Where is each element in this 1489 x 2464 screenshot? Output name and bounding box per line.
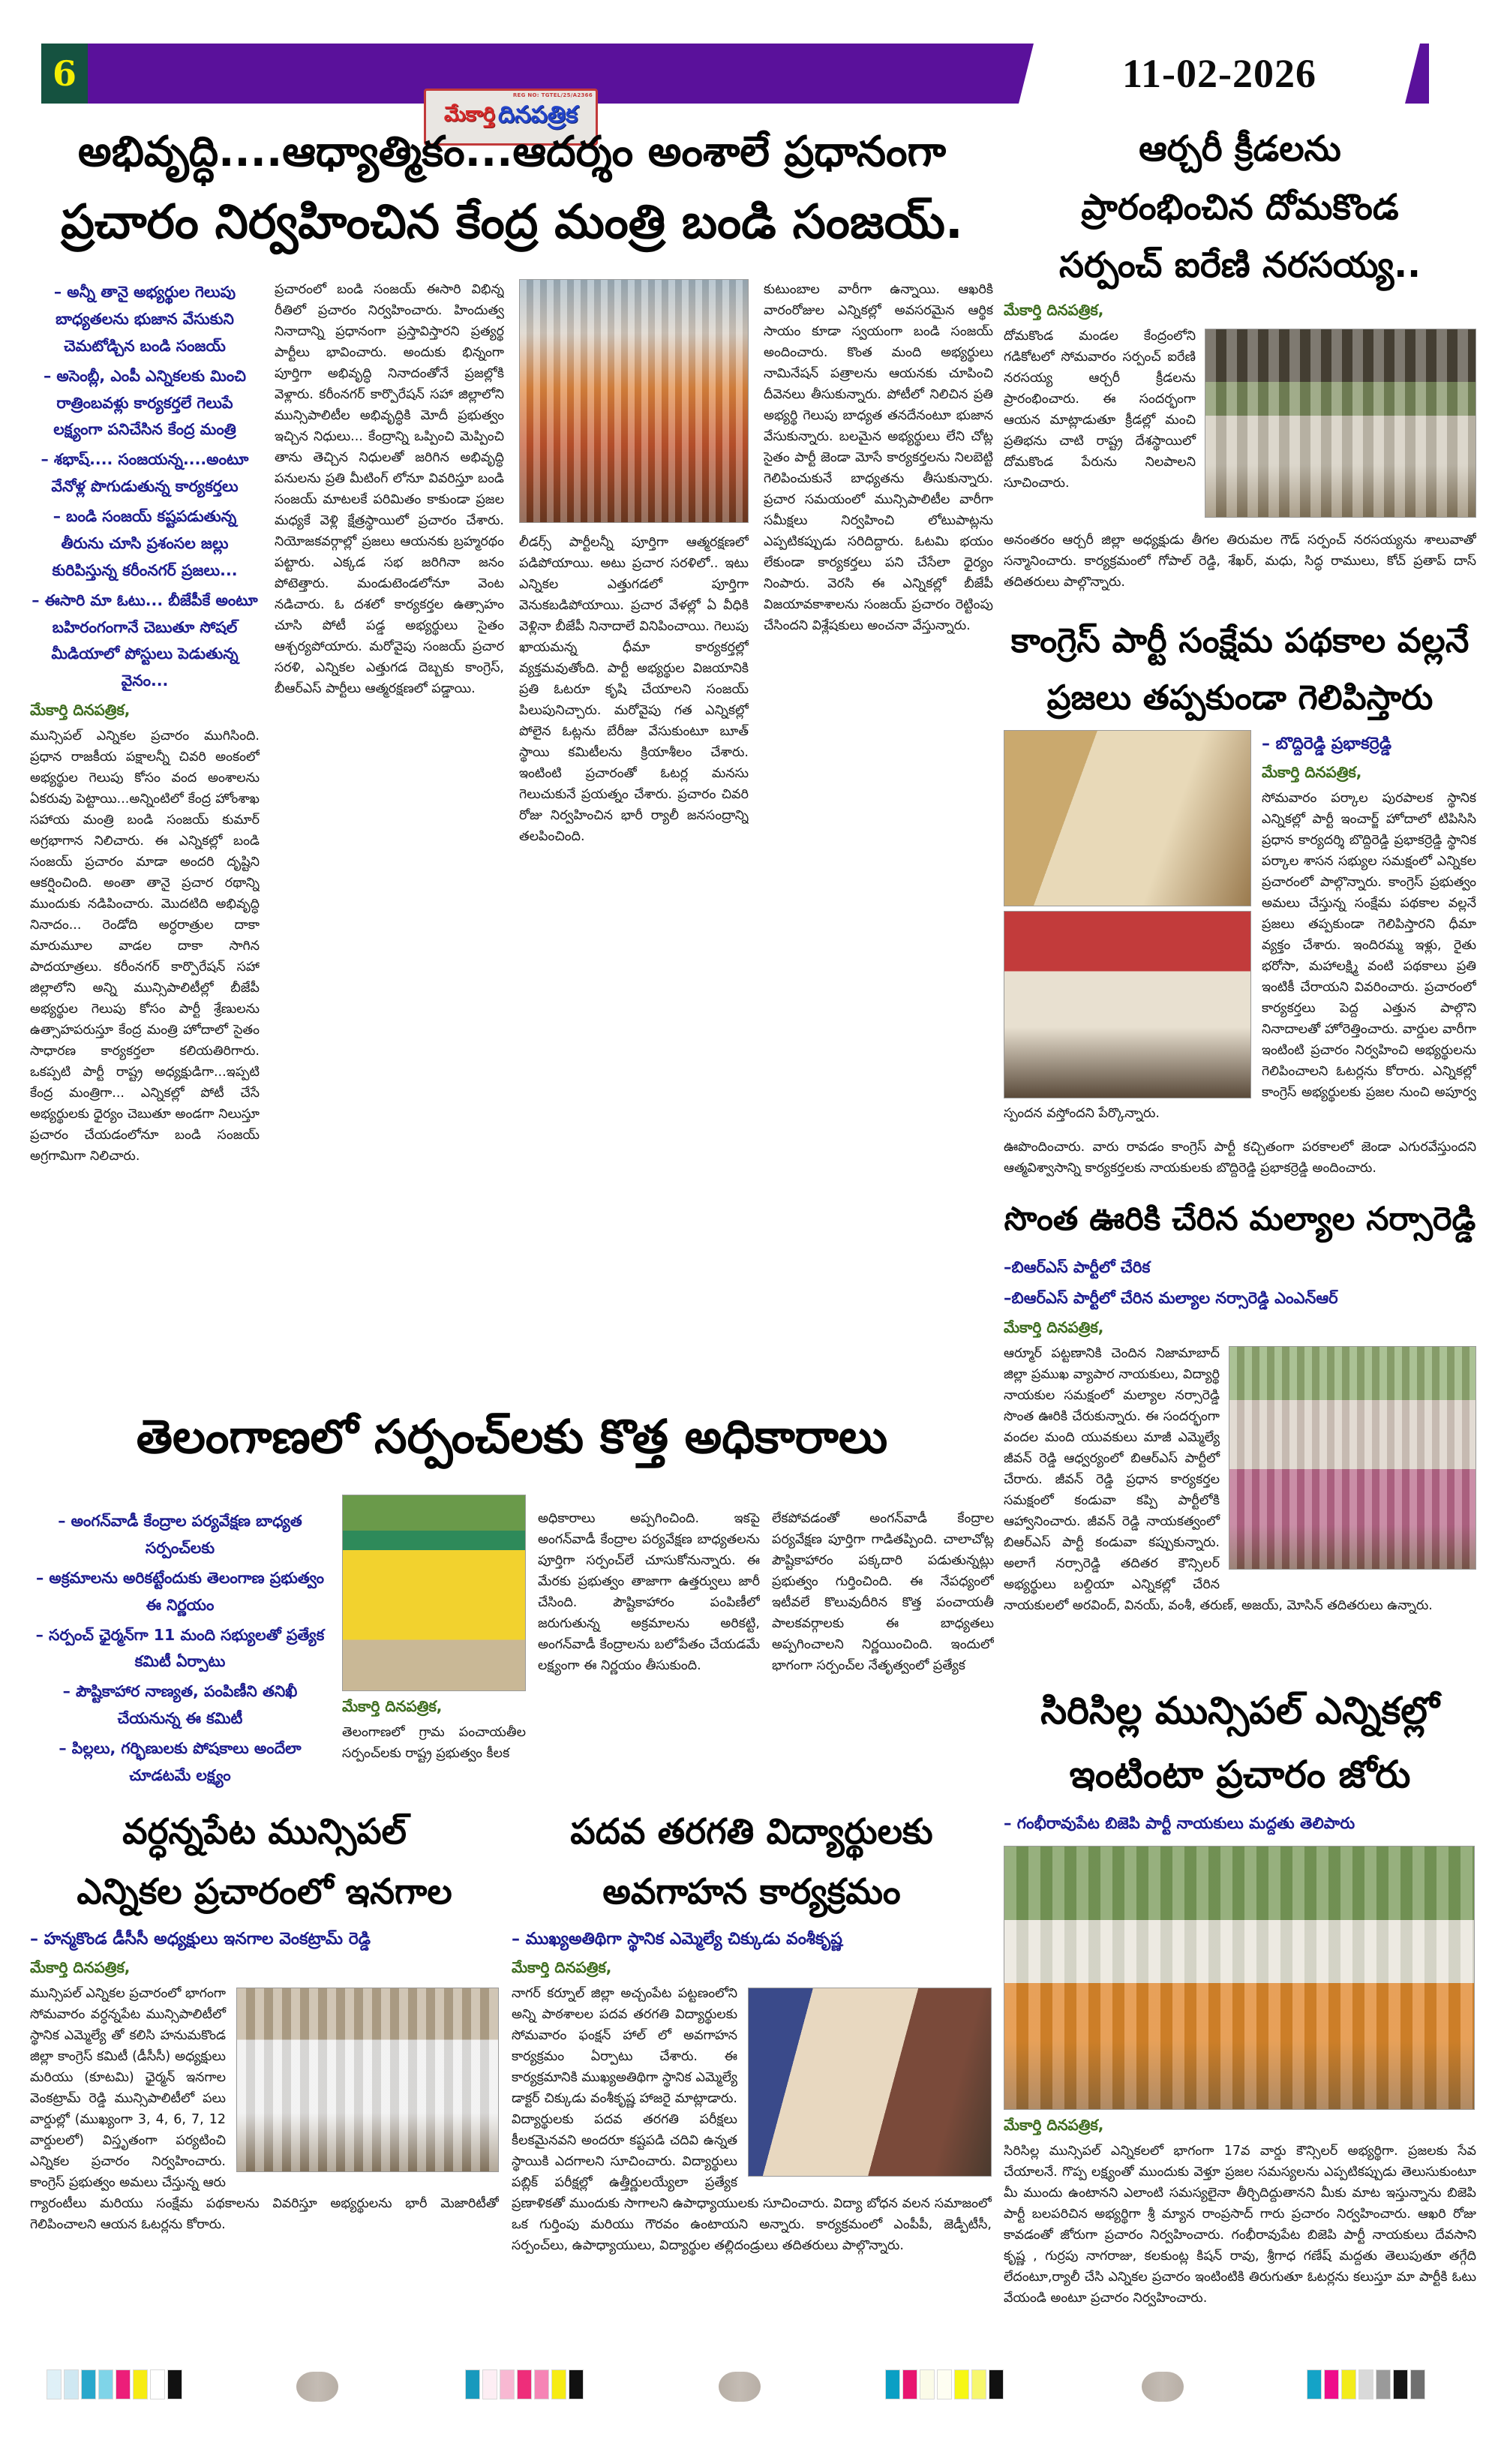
color-swatch [1307,2369,1322,2399]
color-swatch [551,2369,566,2399]
color-swatch [534,2369,549,2399]
sarpanch-photo-column [342,1495,526,1793]
photo-congress-handshake [1004,730,1251,906]
bullet-item: –బిఆర్ఎస్ పార్టీలో చేరిన మల్యాల నర్సారెడ్డి ఎంఎన్ఆర్ [1004,1288,1338,1307]
date-banner [1019,44,1420,104]
main-article-bullet-list [30,279,260,695]
sirisilla-body: సిరిసిల్ల మున్సిపల్ ఎన్నికలలో భాగంగా 17వ వార్డు కౌన్సిలర్ అభ్యర్థిగా. ప్రజలకు సేవ చేయాలనే. గొప్ప లక్ష్యంతో ముందుకు వెళ్తూ ప్రజల సమస్యలను ఎప్పటికప్పుడు తెలుసుకుంటూ మీ ముందు ఉంటానని ఎలాంటి సమస్యలైనా తీర్చిదిద్దుతానని మీకు మాట ఇస్తున్నాను బిజెపి పార్టీ బలపరిచిన అభ్యర్థిగా శ్రీ మ్యాన రాంప్రసాద్ గారు ప్రచారం నిర్వహించారు. ఆఖరి రోజు కావడంతో జోరుగా ప్రచారం నిర్వహించారు. గంభీరావుపేట బిజెపి పార్టీ నాయకులు దేవసాని కృష్ణ , గుర్రపు నాగరాజు, కలకుంట్ల కిషన్ రావు, శ్రీగాధ గణేష్ మద్దతు తెలుపుతూ తగ్గేది లేదంటూ,ర్యాలీ చేసి ఎన్నికల ప్రచారం ఇంటింటికి తిరుగుతూ ఓటర్లను కలుస్తూ మా పార్టీకి ఓటు వేయండి అంటూ ప్రచారం నిర్వహించారు. [1004,2143,1476,2306]
photo-congress-stage [1004,911,1251,1098]
tenth-class-body: నాగర్ కర్నూల్ జిల్లా అచ్చంపేట పట్టణంలోని అన్ని పాఠశాలల పదవ తరగతి విద్యార్థులకు సోమవారం ఫంక్షన్ హాల్ లో అవగాహన కార్యక్రమం ఏర్పాటు చేశారు. ఈ కార్యక్రమానికి ముఖ్యఅతిథిగా స్థానిక ఎమ్మెల్యే డాక్టర్ చిక్కుడు వంశీకృష్ణ హాజరై మాట్లాడారు. విద్యార్థులకు పదవ తరగతి పరీక్షలు కీలకమైనవని అందరూ కష్టపడి చదివి ఉన్నత స్థాయికి ఎదగాలని సూచించారు. విద్యార్థులు పబ్లిక్ పరీక్షల్లో ఉత్తీర్ణులయ్యేలా ప్రత్యేక ప్రణాళికతో ముందుకు సాగాలని ఉపాధ్యాయులకు సూచించారు. విద్యా బోధన వలన సమాజంలో ఒక గుర్తింపు మరియు గౌరవం ఉంటాయని అన్నారు. కార్యక్రమంలో ఎంపీపీ, జెడ్పీటీసీ, సర్పంచ్‌లు, ఉపాధ్యాయులు, విద్యార్థుల తల్లిదండ్రులు తదితరులు పాల్గొన్నారు. [512,1985,992,2253]
bullet-item: – అన్నీ తానై అభ్యర్థుల గెలుపు బాధ్యతలను భుజాన వేసుకుని చెమటోడ్చిన బండి సంజయ్ [53,283,236,355]
color-swatch [885,2369,900,2399]
photo-anganwadi-centre [342,1495,526,1691]
color-swatch [1393,2369,1408,2399]
malyala-headline: సొంత ఊరికి చేరిన మల్యాల నర్సారెడ్డి [1004,1200,1476,1238]
main-headline-line2: ప్రచారం నిర్వహించిన కేంద్ర మంత్రి బండి సంజయ్. [61,194,963,249]
color-swatch [989,2369,1004,2399]
edition-date: 11-02-2026 [1122,51,1316,96]
color-swatch [482,2369,497,2399]
bullet-item: – పిల్లలు, గర్భిణులకు పోషకాలు అందేలా చూడటమే లక్ష్యం [59,1739,302,1784]
masthead-prefix: మేకార్తి [443,103,495,126]
main-article-column-1 [30,279,260,1390]
logo-registration-number: REG NO: TGTEL/25/A2366 [512,92,593,98]
color-swatch [517,2369,532,2399]
main-article-column-2 [275,279,504,1390]
color-swatch [64,2369,79,2399]
vardhannapeta-headline-line2: ఎన్నికల ప్రచారంలో ఇనగాల [77,1871,452,1913]
sarpanch-article-column-a [538,1495,760,1793]
color-swatch-group [465,2369,584,2399]
main-article-columns [30,279,994,1390]
bullet-item: – పౌష్టికాహార నాణ్యత, పంపిణీని తనిఖీ చేయనున్న ఈ కమిటీ [62,1682,298,1728]
bullet-item: – అంగన్‌వాడీ కేంద్రాల పర్యవేక్షణ బాధ్యత సర్పంచ్‌లకు [58,1512,302,1557]
archery-body-2: అనంతరం ఆర్చరీ జిల్లా అధ్యక్షుడు తీగల తిరుమల గౌడ్ సర్పంచ్ నరసయ్యను శాలువాతో సన్మానించారు. కార్యక్రమంలో గోపాల్ రెడ్డి, శేఖర్, మధు, సిద్ధ రాములు, కోచ్ ప్రతాప్ దాస్ తదితరులు పాల్గొన్నారు. [1004,532,1476,590]
sirisilla-subhead: – గంభీరావుపేట బిజెపి పార్టీ నాయకులు మద్దతు తెలిపారు [1004,1813,1355,1832]
print-calibration-strip [0,2369,1489,2414]
color-swatch-group [1307,2369,1425,2399]
color-swatch [920,2369,935,2399]
dateline: మేకార్తి దినపత్రిక, [1004,300,1104,319]
dateline: మేకార్తి దినపత్రిక, [1262,762,1362,781]
photo-malyala-joining [1229,1346,1476,1570]
color-swatch [1324,2369,1339,2399]
vardhannapeta-byline: – హన్మకొండ డీసీసీ అధ్యక్షులు ఇనగాల వెంకట్రామ్ రెడ్డి [30,1929,371,1949]
sirisilla-headline-line1: సిరిసిల్ల మున్సిపల్ ఎన్నికల్లో [1040,1688,1439,1732]
registration-mark [296,2372,338,2402]
dateline: మేకార్తి దినపత్రిక, [1004,2115,1104,2134]
bullet-item: – శభాష్.... సంజయన్న....అంటూ వేనోళ్ల పొగుడుతున్న కార్యకర్తలు [41,450,249,496]
color-swatch [98,2369,113,2399]
vardhannapeta-article [30,1802,499,2354]
sarpanch-article-headline: తెలంగాణలో సర్పంచ్‌లకు కొత్త అధికారాలు [136,1409,888,1464]
color-swatch [1376,2369,1391,2399]
sirisilla-headline [1004,1679,1476,1807]
archery-headline-line3: సర్పంచ్ ఐరేణి నరసయ్య.. [1058,245,1421,287]
color-swatch [47,2369,62,2399]
color-swatch [133,2369,148,2399]
tenth-class-article [512,1802,992,2354]
sarpanch-body-col-b: లేకపోవడంతో అంగన్‌వాడీ కేంద్రాల పర్యవేక్షణ పూర్తిగా గాడితప్పింది. చాలాచోట్ల పౌష్టికాహారం పక్కదారి పడుతున్నట్లు ప్రభుత్వం గుర్తించింది. ఈ నేపధ్యంలో ఇటీవలే కొలువుదీరిన కొత్త పంచాయతీ పాలకవర్గాలకు ఈ బాధ్యతలు అప్పగించాలని నిర్ణయించింది. ఇందులో భాగంగా సర్పంచ్‌ల నేతృత్వంలో ప్రత్యేక [772,1511,994,1673]
archery-body-1: దోమకొండ మండల కేంద్రంలోని గడికోటలో సోమవారం సర్పంచ్ ఐరేణి నరసయ్య ఆర్చరీ క్రీడలను ప్రారంభించారు. ఈ సందర్భంగా ఆయన మాట్లాడుతూ క్రీడల్లో మంచి ప్రతిభను చాటి రాష్ట్ర దేశస్థాయిలో దోమకొండ పేరును నిలపాలని సూచించారు. [1004,328,1196,491]
malyala-bullet-list [1004,1254,1476,1312]
color-swatch [465,2369,480,2399]
color-swatch [902,2369,917,2399]
tenth-class-headline-line1: పదవ తరగతి విద్యార్థులకు [570,1811,933,1853]
main-headline-line1: అభివృద్ధి....ఆధ్యాత్మికం...ఆదర్శం అంశాలే ప్రధానంగా [77,128,947,176]
sarpanch-bullet-column [30,1495,330,1793]
vardhannapeta-body: మున్సిపల్ ఎన్నికల ప్రచారంలో భాగంగా సోమవారం వర్ధన్నపేట మున్సిపాలిటీలో స్థానిక ఎమ్మెల్యే తో కలిసి హనుమకొండ జిల్లా కాంగ్రెస్ కమిటీ (డీసీసీ) అధ్యక్షులు మరియు (కూటమి) ఛైర్మన్ ఇనగాల వెంకట్రామ్ రెడ్డి మున్సిపాలిటీలో పలు వార్డుల్లో (ముఖ్యంగా 3, 4, 6, 7, 12 వార్డులలో) విస్తృతంగా పర్యటించి ఎన్నికల ప్రచారం నిర్వహించారు. కాంగ్రెస్ ప్రభుత్వం అమలు చేస్తున్న ఆరు గ్యారంటీలు మరియు సంక్షేమ పథకాలను వివరిస్తూ అభ్యర్థులను భారీ మెజారిటీతో గెలిపించాలని ఆయన ఓటర్లను కోరారు. [30,1985,499,2232]
vardhannapeta-headline-line1: వర్ధన్నపేట మున్సిపల్ [122,1811,407,1853]
registration-mark [1142,2372,1184,2402]
photo-vardhannapeta-campaign [236,1988,499,2172]
photo-awareness-programme [748,1988,992,2177]
bullet-item: – సర్పంచ్ ఛైర్మన్‌గా 11 మంది సభ్యులతో ప్రత్యేక కమిటీ ఏర్పాటు [35,1625,325,1671]
tenth-class-headline-line2: అవగాహన కార్యక్రమం [602,1871,901,1913]
archery-article-block [1004,326,1476,524]
congress-headline-line1: కాంగ్రెస్ పార్టీ సంక్షేమ పథకాల వల్లనే [1010,620,1469,660]
congress-photo-stack [1004,730,1251,1098]
page-number-box [41,44,88,104]
congress-byline: – బొద్దిరెడ్డి ప్రభాకర్రెడ్డి [1262,734,1391,753]
congress-headline-line2: ప్రజలు తప్పకుండా గెలిపిస్తారు [1046,678,1433,718]
malyala-article-block [1004,1343,1476,1666]
congress-headline [1004,612,1476,727]
photo-sirisilla-bjp-rally [1004,1846,1475,2110]
main-article-column-3 [519,279,749,1390]
bullet-item: – అక్రమాలను అరికట్టేందుకు తెలంగాణ ప్రభుత్వం ఈ నిర్ణయం [36,1568,324,1614]
congress-body-1: సోమవారం పర్కాల పురపాలక స్థానిక ఎన్నికల్లో పార్టీ ఇంచార్జ్ హోదాలో టిపిసిసి ప్రధాన కార్యదర్శి బొద్దిరెడ్డి ప్రభాకర్రెడ్డి స్థానిక పర్కాల శాసన సభ్యుల సమక్షంలో ఎన్నికల ప్రచారంలో పాల్గొన్నారు. కాంగ్రెస్ ప్రభుత్వం అమలు చేస్తున్న సంక్షేమ పథకాల వల్లనే ప్రజలు తప్పకుండా గెలిపిస్తారని ధీమా వ్యక్తం చేశారు. ఇందిరమ్మ ఇళ్లు, రైతు భరోసా, మహాలక్ష్మి వంటి పథకాలు ప్రతి ఇంటికీ చేరాయని వివరించారు. ప్రచారంలో కార్యకర్తలు పెద్ద ఎత్తున పాల్గొని నినాదాలతో హోరెత్తించారు. వార్డుల వారీగా ఇంటింటి ప్రచారం నిర్వహించి అభ్యర్థులను గెలిపించాలని ఓటర్లను కోరారు. ఎన్నికల్లో కాంగ్రెస్ అభ్యర్థులకు ప్రజల నుంచి అపూర్వ స్పందన వస్తోందని పేర్కొన్నారు. [1004,790,1476,1121]
main-article-body-col4: కుటుంబాల వారీగా ఉన్నాయి. ఆఖరికి వారంరోజుల ఎన్నికల్లో అవసరమైన ఆర్థిక సాయం కూడా స్వయంగా బండి సంజయ్ అందించారు. కొంత మంది అభ్యర్థులు నామినేషన్ పత్రాలను ఆయనకు చూపించి దీవెనలు తీసుకున్నారు. పోటీలో నిలిచిన ప్రతి అభ్యర్థి గెలుపు బాధ్యత తనదేనంటూ భుజాన వేసుకున్నారు. బలమైన అభ్యర్థులు లేని చోట్ల సైతం పార్టీ జెండా మోసే కార్యకర్తలను నిలబెట్టి గెలిపించుకునే బాధ్యతను తీసుకున్నారు. ప్రచార సమయంలో మున్సిపాలిటీల వారీగా సమీక్షలు నిర్వహించి లోటుపాట్లను ఎప్పటికప్పుడు సరిదిద్దారు. ఓటమి భయం లేకుండా కార్యకర్తలు పని చేసేలా ధైర్యం నింపారు. వెరసి ఈ ఎన్నికల్లో బీజేపీ విజయావకాశాలను సంజయ్ ప్రచారం రెట్టింపు చేసిందని విశ్లేషకులు అంచనా వేస్తున్నారు. [764,282,993,633]
color-swatch [1341,2369,1356,2399]
color-swatch [971,2369,986,2399]
sarpanch-body-col-a: అధికారాలు అప్పగించింది. ఇకపై అంగన్‌వాడీ కేంద్రాల పర్యవేక్షణ బాధ్యతలను పూర్తిగా సర్పంచ్‌లే చూసుకోనున్నారు. ఈ మేరకు ప్రభుత్వం తాజాగా ఉత్తర్వులు జారీ చేసింది. పౌష్టికాహారం పంపిణీలో జరుగుతున్న అక్రమాలను అరికట్టి, అంగన్‌వాడీ కేంద్రాలను బలోపేతం చేయడమే లక్ష్యంగా ఈ నిర్ణయం తీసుకుంది. [538,1511,760,1673]
sarpanch-bullet-list [30,1508,330,1789]
color-swatch [116,2369,131,2399]
color-swatch [954,2369,969,2399]
sarpanch-article-columns [30,1495,994,1793]
bullet-item: – బండి సంజయ్ కష్టపడుతున్న తీరును చూసి ప్రశంసల జల్లు కురిపిస్తున్న కరీంనగర్ ప్రజలు... [52,507,238,579]
color-swatch-group [885,2369,1004,2399]
sarpanch-article-intro: తెలంగాణలో గ్రామ పంచాయతీల సర్పంచ్‌లకు రాష్ట్ర ప్రభుత్వం కీలక [342,1725,526,1761]
tenth-class-headline [512,1802,992,1922]
right-column [1004,120,1476,2360]
photo-archery-inauguration [1205,329,1476,518]
color-swatch-group [47,2369,182,2399]
color-swatch [150,2369,165,2399]
congress-body-2: ఊపొందించారు. వారు రావడం కాంగ్రెస్ పార్టీ కచ్చితంగా పరకాలలో జెండా ఎగురవేస్తుందని ఆత్మవిశ్వాసాన్ని కార్యకర్తలకు నాయకులకు బొద్దిరెడ్డి ప్రభాకర్రెడ్డి అందించారు. [1004,1139,1476,1176]
color-swatch [81,2369,96,2399]
color-swatch [569,2369,584,2399]
archery-headline-line1: ఆర్చరీ క్రీడలను [1139,128,1341,170]
vardhannapeta-headline [30,1802,499,1922]
sirisilla-headline-line2: ఇంటింటా ప్రచారం జోరు [1069,1752,1411,1796]
bullet-item: –బిఆర్ఎస్ పార్టీలో చేరిక [1004,1258,1151,1277]
registration-mark [719,2372,761,2402]
malyala-body-text: ఆర్మూర్ పట్టణానికి చెందిన నిజామాబాద్ జిల్లా ప్రముఖ వ్యాపార నాయకులు, విద్యార్థి నాయకుల సమక్షంలో మల్యాల నర్సారెడ్డి సొంత ఊరికి చేరుకున్నారు. ఈ సందర్భంగా వందల మంది యువకులు మాజీ ఎమ్మెల్యే జీవన్ రెడ్డి ఆధ్వర్యంలో బిఆర్ఎస్ పార్టీలో చేరారు. జీవన్ రెడ్డి ప్రధాన కార్యకర్తల సమక్షంలో కండువా కప్పి పార్టీలోకి ఆహ్వానించారు. జీవన్ రెడ్డి నాయకత్వంలో బిఆర్ఎస్ పార్టీ కండువా కప్పుకున్నారు. అలాగే నర్సారెడ్డి తదితర కౌన్సిలర్ అభ్యర్థులు బల్దియా ఎన్నికల్లో చేరిన నాయకులలో అరవింద్, వినయ్, వంశీ, తరుణ్, అజయ్, మోసిన్ తదితరులు ఉన్నారు. [1004,1345,1433,1613]
page-number: 6 [52,53,77,94]
main-article-headline [30,120,994,258]
main-article-body-col3: లీడర్స్ పార్టీలన్నీ పూర్తిగా ఆత్మరక్షణలో పడిపోయాయి. అటు ప్రచార సరళిలో.. ఇటు ఎన్నికల ఎత్తుగడలో పూర్తిగా వెనుకబడిపోయాయి. ప్రచార వేళల్లో ఏ వీధికి వెళ్లినా బీజేపీ నినాదాలే వినిపించాయి. గెలుపు ఖాయమన్న ధీమా కార్యకర్తల్లో వ్యక్తమవుతోంది. పార్టీ అభ్యర్థుల విజయానికి ప్రతి ఓటరూ కృషి చేయాలని సంజయ్ పిలుపునిచ్చారు. మరోవైపు గత ఎన్నికల్లో పోలైన ఓట్లను బేరీజు వేసుకుంటూ బూత్ స్థాయి కమిటీలను క్రియాశీలం చేశారు. ఇంటింటి ప్రచారంతో ఓటర్ల మనసు గెలుచుకునే ప్రయత్నం చేశారు. ప్రచారం చివరి రోజు నిర్వహించిన భారీ ర్యాలీ జనసంద్రాన్ని తలపించింది. [519,535,749,844]
dateline: మేకార్తి దినపత్రిక, [512,1958,612,1976]
bullet-item: – ఈసారి మా ఓటు... బీజేపీకే అంటూ బహిరంగంగానే చెబుతూ సోషల్ మీడియాలో పోస్టులు పెడుతున్న వైనం... [32,590,258,690]
archery-headline [1004,120,1476,295]
photo-bandi-sanjay-rally [519,279,749,523]
dateline: మేకార్తి దినపత్రిక, [30,701,131,720]
color-swatch [167,2369,182,2399]
color-swatch [937,2369,952,2399]
masthead-name: దినపత్రిక [497,101,578,128]
archery-headline-line2: ప్రారంభించిన దోమకొండ [1081,186,1399,228]
main-article-body-col2: ప్రచారంలో బండి సంజయ్ ఈసారి విభిన్న రీతిలో ప్రచారం నిర్వహించారు. హిందుత్వ నినాదాన్ని ప్రధానంగా ప్రస్తావిస్తారని ప్రత్యర్థ పార్టీలు భావించారు. అందుకు భిన్నంగా పూర్తిగా అభివృద్ధి నినాదంతోనే ప్రజల్లోకి వెళ్లారు. కరీంనగర్ కార్పొరేషన్ సహా జిల్లాలోని మున్సిపాలిటీల అభివృద్ధికి మోదీ ప్రభుత్వం ఇచ్చిన నిధులు... కేంద్రాన్ని ఒప్పించి మెప్పించి తాను తెచ్చిన నిధులతో జరిగిన అభివృద్ధి పనులను ప్రతి మీటింగ్ లోనూ వివరిస్తూ బండి సంజయ్ మాటలకే పరిమితం కాకుండా ప్రజల మధ్యకే వెళ్లి క్షేత్రస్థాయిలో ప్రచారం చేశారు. నియోజకవర్గాల్లో ప్రజలు ఆయనకు బ్రహ్మరథం పట్టారు. ఎక్కడ సభ జరిగినా జనం పోటెత్తారు. మండుటెండలోనూ వెంట నడిచారు. ఓ దశలో కార్యకర్తల ఉత్సాహం చూసి పోటీ పడ్డ అభ్యర్థులు సైతం ఆశ్చర్యపోయారు. మరోవైపు సంజయ్ ప్రచార సరళి, ఎన్నికల ఎత్తుగడ దెబ్బకు కాంగ్రెస్, బీఆర్ఎస్ పార్టీలు ఆత్మరక్షణలో పడ్డాయి. [275,282,504,696]
color-swatch [1410,2369,1425,2399]
main-article-body-col1: మున్సిపల్ ఎన్నికల ప్రచారం ముగిసింది. ప్రధాన రాజకీయ పక్షాలన్నీ చివరి అంకంలో అభ్యర్థుల గెలుపు కోసం వంద అంశాలను ఏకరువు పెట్టాయి...అన్నింటిలో కేంద్ర హోంశాఖ సహాయ మంత్రి బండి సంజయ్ కుమార్ అగ్రభాగాన నిలిచారు. ఈ ఎన్నికల్లో బండి సంజయ్ ప్రచారం మాడా అందరి దృష్టిని ఆకర్షించింది. అంతా తానై ప్రచార రథాన్ని ముందుకు నడిపించారు. మొదటిది అభివృద్ధి నినాదం... రెండోది అర్ధరాత్రుల దాకా మారుమూల వాడల దాకా సాగిన పాదయాత్రలు. కరీంనగర్ కార్పొరేషన్ సహా జిల్లాలోని అన్ని మున్సిపాలిటీల్లో బీజేపీ అభ్యర్థుల గెలుపు కోసం పార్టీ శ్రేణులను ఉత్సాహపరుస్తూ కేంద్ర మంత్రి హోదాలో సైతం సాధారణ కార్యకర్తలా కలియతిరిగారు. ఒకప్పటి పార్టీ రాష్ట్ర అధ్యక్షుడిగా...ఇప్పటి కేంద్ర మంత్రిగా... ఎన్నికల్లో పోటీ చేసే అభ్యర్థులకు ధైర్యం చెబుతూ అండగా నిలుస్తూ ప్రచారం చేయడంలోనూ బండి సంజయ్ అగ్రగామిగా నిలిచారు. [30,729,260,1164]
color-swatch [1358,2369,1373,2399]
dateline: మేకార్తి దినపత్రిక, [342,1697,443,1715]
sarpanch-article-column-b [772,1495,994,1793]
bullet-item: – అసెంబ్లీ, ఎంపీ ఎన్నికలకు మించి రాత్రింబవళ్లు కార్యకర్తలే గెలుపే లక్ష్యంగా పనిచేసిన కేంద్ర మంత్రి [44,366,246,439]
tenth-class-byline: – ముఖ్యఅతిథిగా స్థానిక ఎమ్మెల్యే చిక్కుడు వంశీకృష్ణ [512,1929,842,1949]
main-article-column-4 [764,279,993,1390]
color-swatch [500,2369,515,2399]
dateline: మేకార్తి దినపత్రిక, [30,1958,131,1976]
congress-article-block [1004,727,1476,1132]
dateline: మేకార్తి దినపత్రిక, [1004,1318,1104,1336]
